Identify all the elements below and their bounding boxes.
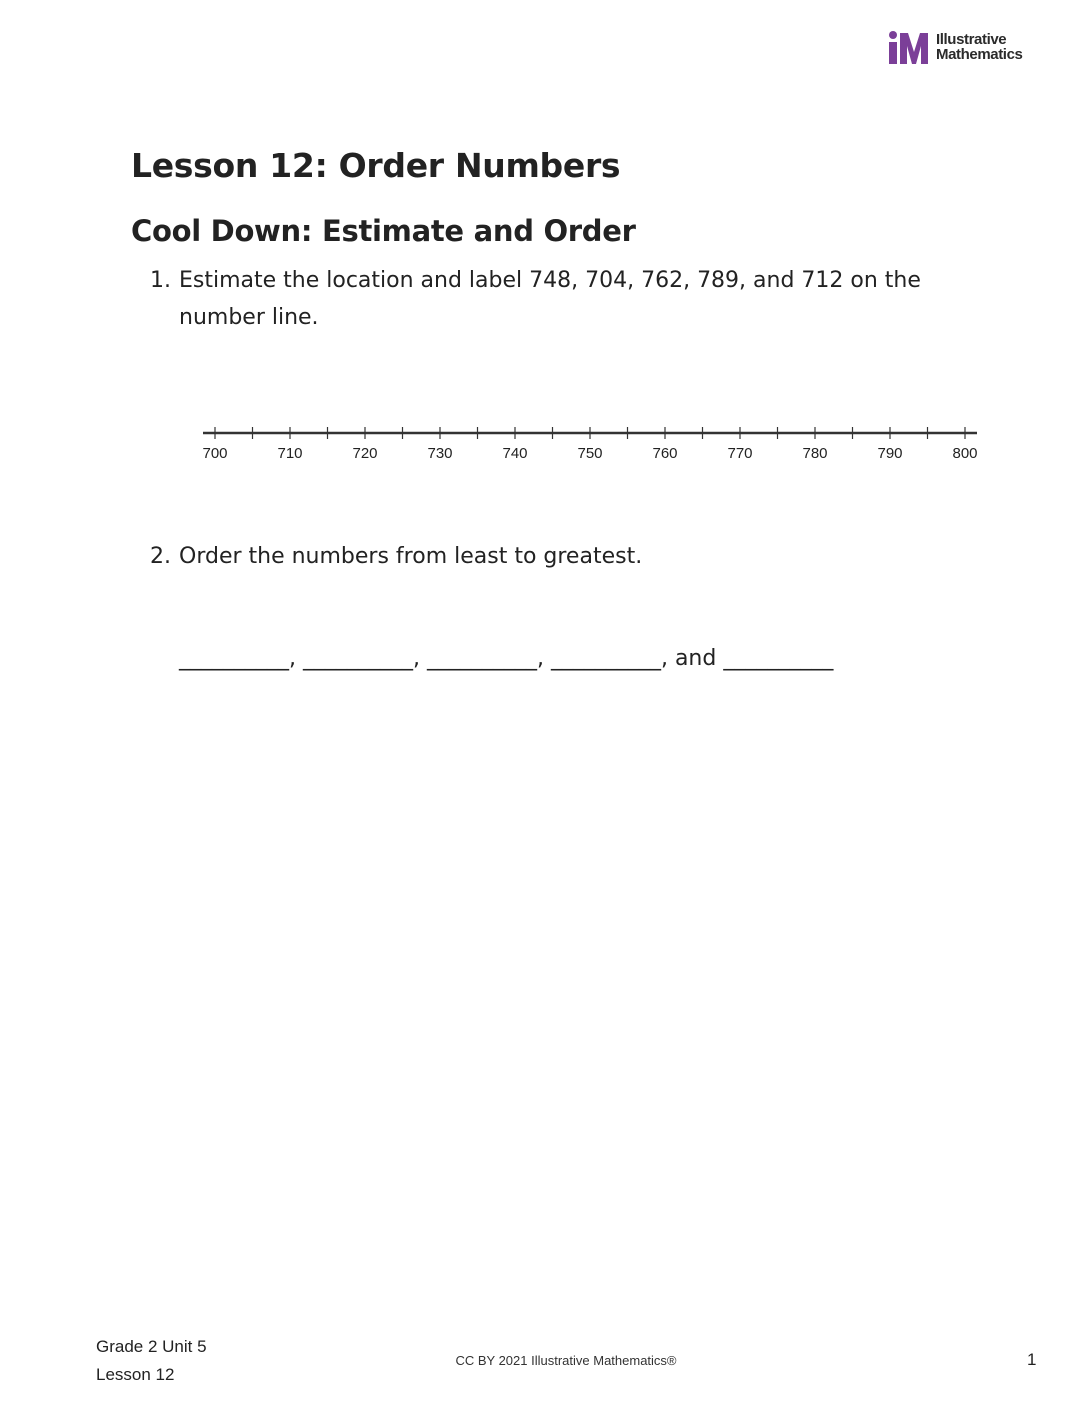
number-line-label: 710 — [277, 445, 303, 462]
number-line-label: 760 — [652, 445, 678, 462]
page-number: 1 — [1027, 1350, 1037, 1369]
footer-course: Grade 2 Unit 5 — [96, 1337, 207, 1356]
lesson-title: Lesson 12: Order Numbers — [131, 146, 621, 185]
number-line-label: 800 — [952, 445, 978, 462]
footer-lesson: Lesson 12 — [96, 1365, 175, 1384]
number-line-label: 780 — [802, 445, 828, 462]
answer-blanks[interactable]: __________, __________, __________, __________, and __________ — [179, 646, 834, 671]
logo-wordmark — [936, 32, 1022, 62]
number-line-label: 740 — [502, 445, 528, 462]
section-title: Cool Down: Estimate and Order — [131, 214, 636, 248]
question-1-number: 1. — [150, 268, 171, 293]
logo-line-1: Illustrative — [936, 31, 1007, 48]
question-2 — [150, 538, 960, 575]
number-line-label: 790 — [877, 445, 903, 462]
number-line — [195, 416, 995, 476]
illustrative-mathematics-logo — [888, 30, 1038, 66]
number-line-label: 750 — [577, 445, 603, 462]
number-line-label: 720 — [352, 445, 378, 462]
number-line-label: 770 — [727, 445, 753, 462]
question-1 — [150, 262, 960, 336]
question-2-number: 2. — [150, 544, 171, 569]
number-line-label: 730 — [427, 445, 453, 462]
im-logo-icon — [888, 30, 932, 66]
question-1-text: Estimate the location and label 748, 704, 762, 789, and 712 on the number line. — [179, 268, 921, 330]
logo-line-2: Mathematics — [936, 46, 1023, 63]
number-line-label: 700 — [202, 445, 228, 462]
question-2-text: Order the numbers from least to greatest. — [179, 544, 643, 569]
footer-copyright: CC BY 2021 Illustrative Mathematics® — [455, 1353, 677, 1368]
